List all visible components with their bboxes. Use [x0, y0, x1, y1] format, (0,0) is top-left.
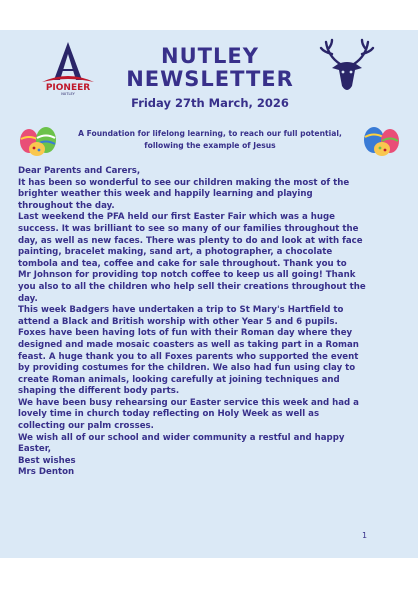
letter-line: Easter, — [18, 444, 51, 455]
letter-line: brighter weather this week and happily learning and playing — [18, 189, 313, 200]
letter-line: day, as well as new faces. There was plenty to do and look at with face — [18, 235, 363, 246]
pioneer-logo-subtext: NUTLEY — [61, 92, 75, 96]
letter-line: lovely time in church today reflecting on Holy Week as well as — [18, 409, 320, 420]
easter-eggs-icon — [16, 122, 60, 156]
letter-line: tombola and tea, coffee and cake for sale throughout. Thank you to — [18, 258, 347, 269]
easter-eggs-icon — [360, 122, 404, 156]
pioneer-logo-text: PIONEER — [45, 83, 91, 93]
pioneer-school-logo — [36, 40, 100, 96]
letter-line: Last weekend the PFA held our first Easter Fair which was a huge — [18, 212, 335, 223]
letter-line: Best wishes — [18, 455, 76, 466]
motto-line2: following the example of Jesus — [144, 141, 276, 150]
letter-line: Mrs Denton — [18, 467, 75, 478]
letter-line: collecting our palm crosses. — [18, 421, 154, 432]
letter-line: designed and made mosaic coasters as well as taking part in a Roman — [18, 339, 359, 350]
letter-line: attend a Black and British worship with other Year 5 and 6 pupils. — [18, 316, 338, 327]
letter-line: day. — [18, 293, 38, 304]
school-motto — [64, 128, 356, 152]
newsletter-title-line1: NUTLEY — [161, 44, 259, 68]
newsletter-title-line2: NEWSLETTER — [126, 67, 294, 91]
letter-line: by providing costumes for the children. We also had fun using clay to — [18, 363, 356, 374]
letter-line: success. It was brilliant to see so many of our families throughout the — [18, 223, 359, 234]
letter-line: Foxes have been having lots of fun with their Roman day where they — [18, 328, 353, 339]
letter-line: painting, bracelet making, sand art, a photographer, a chocolate — [18, 247, 333, 258]
letter-line: feast. A huge thank you to all Foxes parents who supported the event — [18, 351, 359, 362]
page-number: 1 — [362, 531, 368, 540]
letter-line: you also to all the children who help sell their creations throughout the — [18, 281, 366, 292]
letter-line: We have been busy rehearsing our Easter service this week and had a — [18, 397, 359, 408]
newsletter-page — [0, 30, 418, 558]
letter-line: Dear Parents and Carers, — [18, 166, 141, 176]
letter-line: shaping the different body parts. — [18, 386, 180, 397]
stag-head-logo — [318, 38, 376, 98]
letter-line: create Roman animals, looking carefully at joining techniques and — [18, 374, 340, 385]
letter-line: Mr Johnson for providing top notch coffee to keep us all going! Thank — [18, 270, 356, 281]
letter-line: We wish all of our school and wider community a restful and happy — [18, 432, 345, 443]
letter-line: This week Badgers have undertaken a trip to St Mary's Hartfield to — [18, 305, 344, 316]
letter-line: throughout the day. — [18, 200, 115, 211]
letter-body — [18, 166, 383, 479]
motto-line1: A Foundation for lifelong learning, to reach our full potential, — [78, 129, 342, 138]
letter-line: It has been so wonderful to see our children making the most of the — [18, 177, 350, 188]
newsletter-date: Friday 27th March, 2026 — [131, 96, 289, 110]
